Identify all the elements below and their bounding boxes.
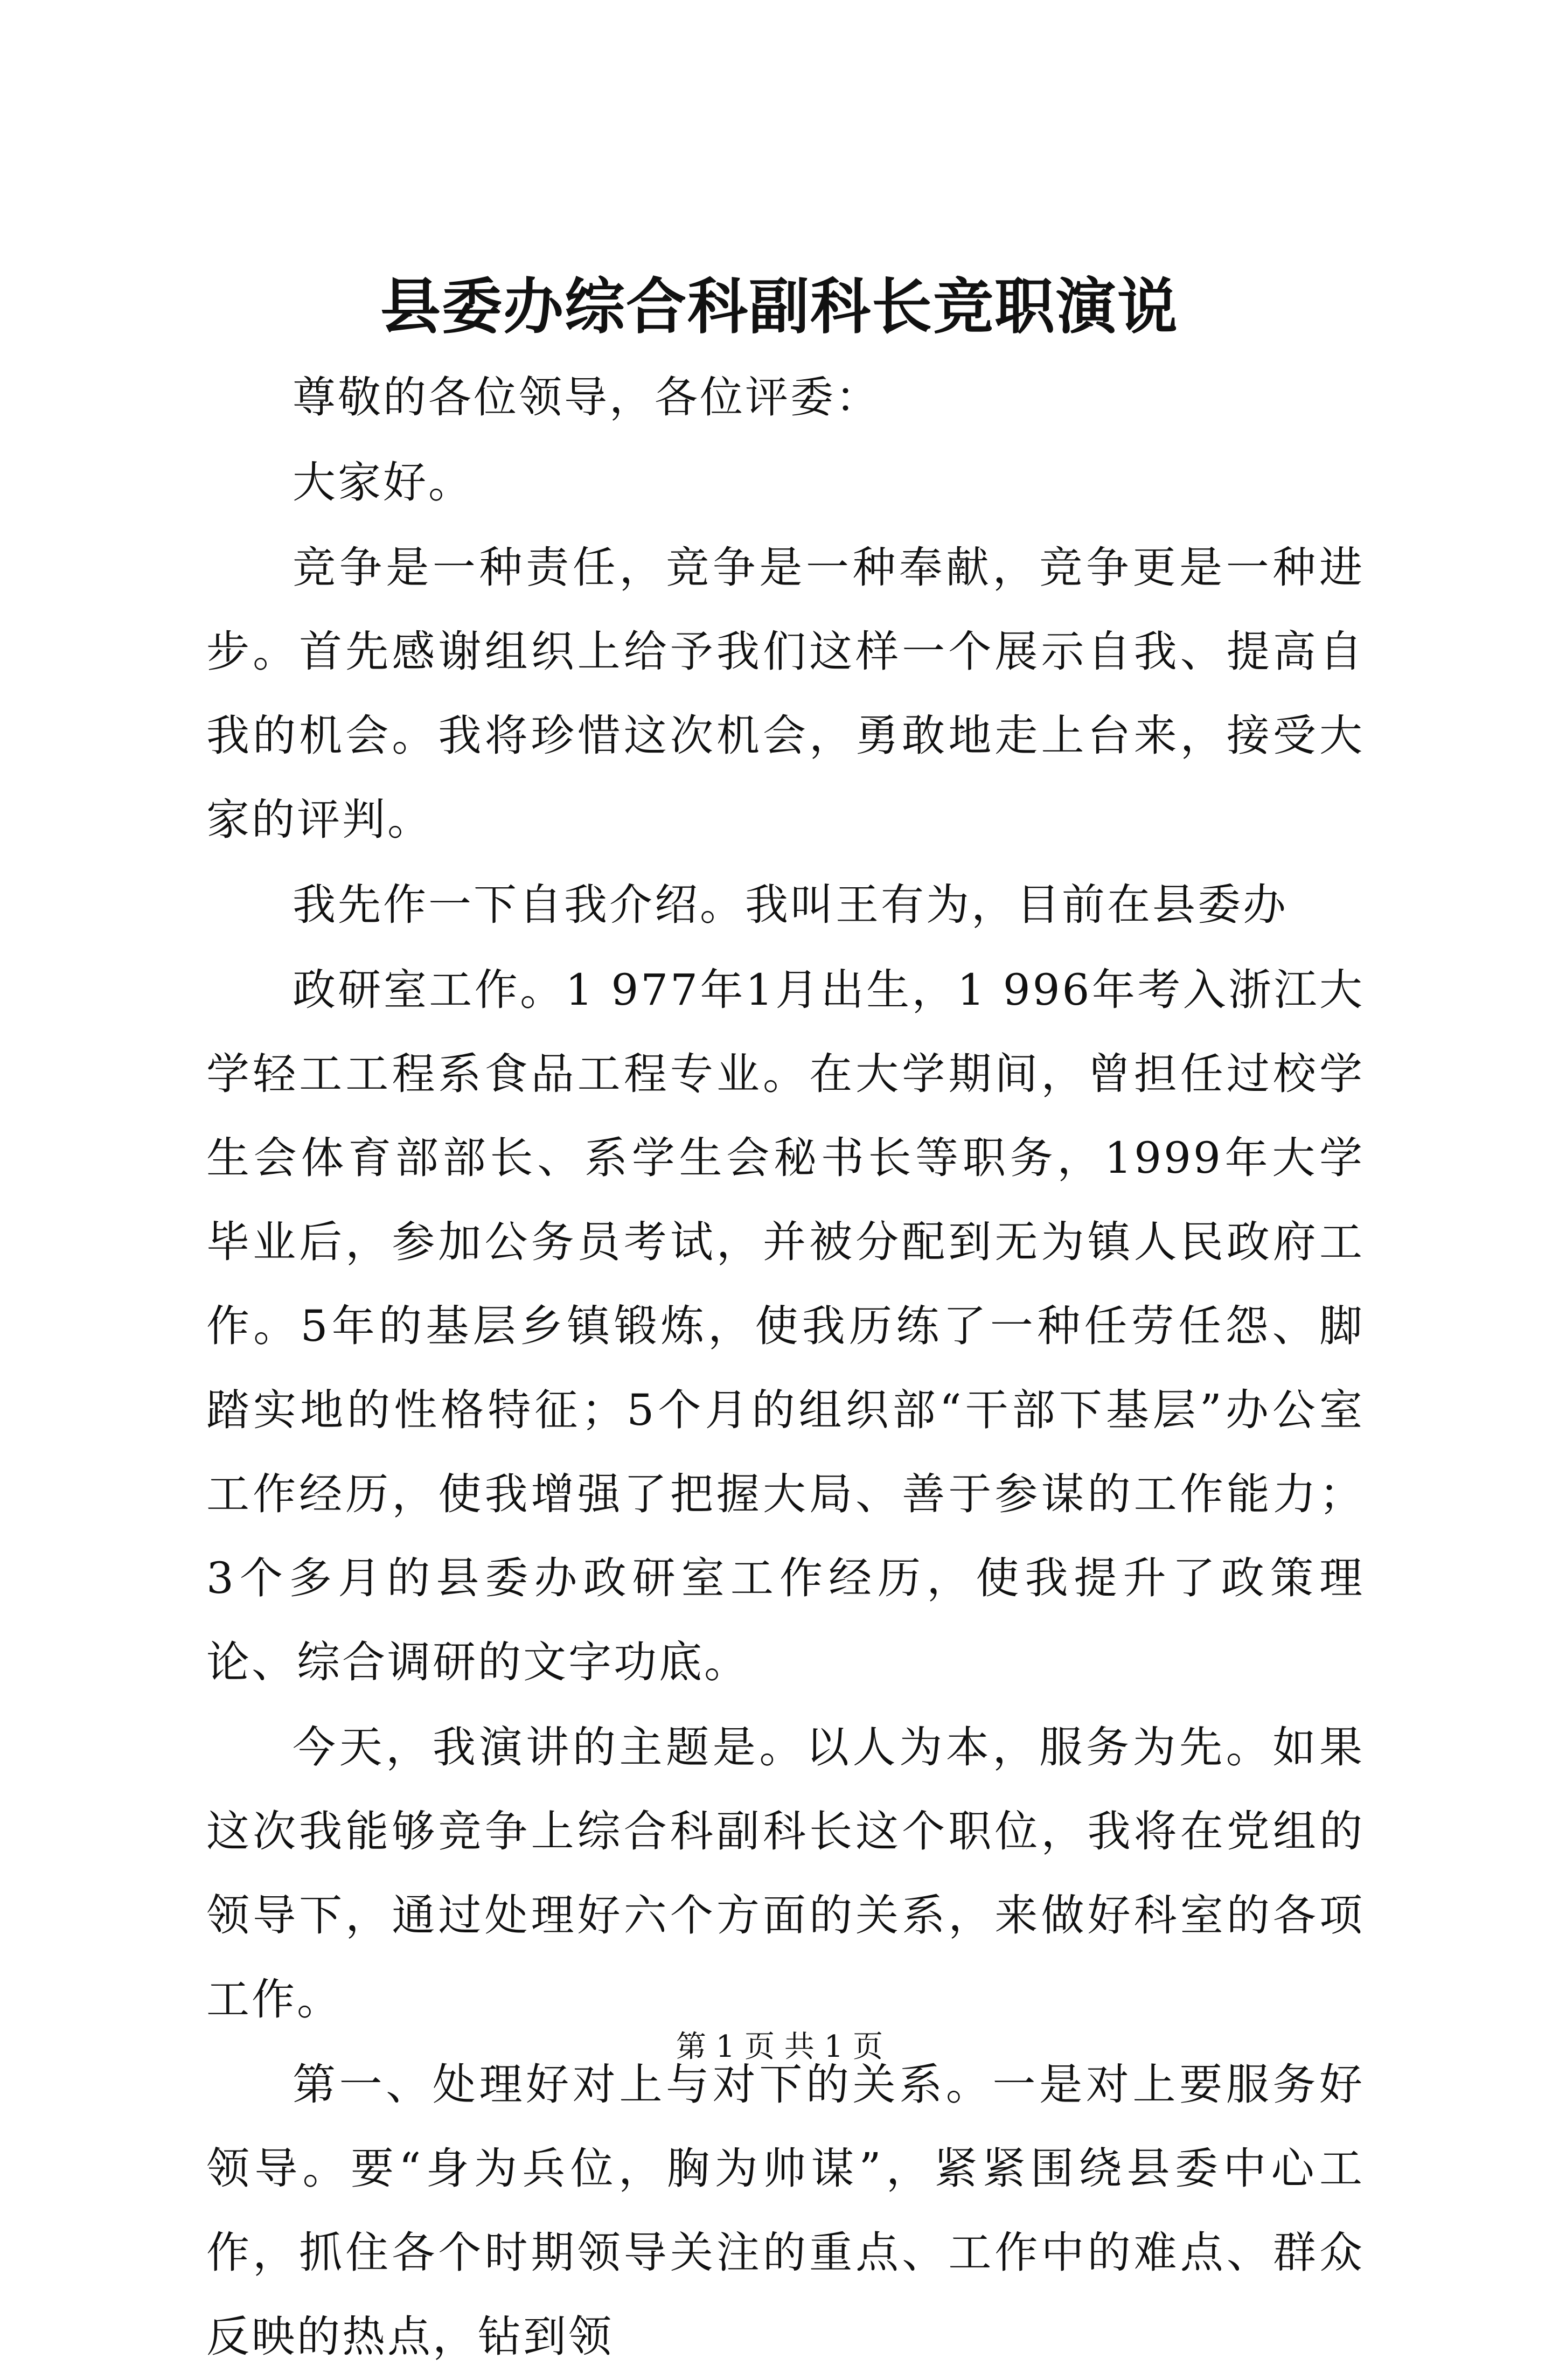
self-introduction-paragraph: 我先作一下自我介绍。我叫王有为，目前在县委办 <box>293 880 1288 930</box>
salutation-paragraph: 尊敬的各位领导，各位评委： <box>293 372 881 422</box>
first-point-paragraph: 第一、处理好对上与对下的关系。一是对上要服务好领导。要“身为兵位，胸为帅谋”，紧紧围绕县委中心工作，抓住各个时期领导关注的重点、工作中的难点、群众反映的热点，钻到领 <box>206 2059 1365 2362</box>
document-title: 县委办综合科副科长竞职演说 <box>380 272 1179 342</box>
page-footer: 第 1 页 共 1 页 <box>676 2029 883 2064</box>
background-paragraph: 政研室工作。1 977年1月出生，1 996年考入浙江大学轻工工程系食品工程专业。在大学期间，曾担任过校学生会体育部部长、系学生会秘书长等职务，1999年大学毕业后，参加公务员考试，并被分配到无为镇人民政府工作。5年的基层乡镇锻炼，使我历练了一种任劳任怨、脚踏实地的性格特征；5个月的组织部“干部下基层”办公室工作经历，使我增强了把握大局、善于参谋的工作能力；3个多月的县委办政研室工作经历，使我提升了政策理论、综合调研的文字功底。 <box>206 965 1365 1687</box>
intro-paragraph: 竞争是一种责任，竞争是一种奉献，竞争更是一种进步。首先感谢组织上给予我们这样一个展示自我、提高自我的机会。我将珍惜这次机会，勇敢地走上台来，接受大家的评判。 <box>206 542 1365 845</box>
greeting-paragraph: 大家好。 <box>293 457 474 507</box>
document-body <box>206 356 1365 2380</box>
theme-paragraph: 今天，我演讲的主题是。以人为本，服务为先。如果这次我能够竞争上综合科副科长这个职位，我将在党组的领导下，通过处理好六个方面的关系，来做好科室的各项工作。 <box>206 1722 1365 2024</box>
